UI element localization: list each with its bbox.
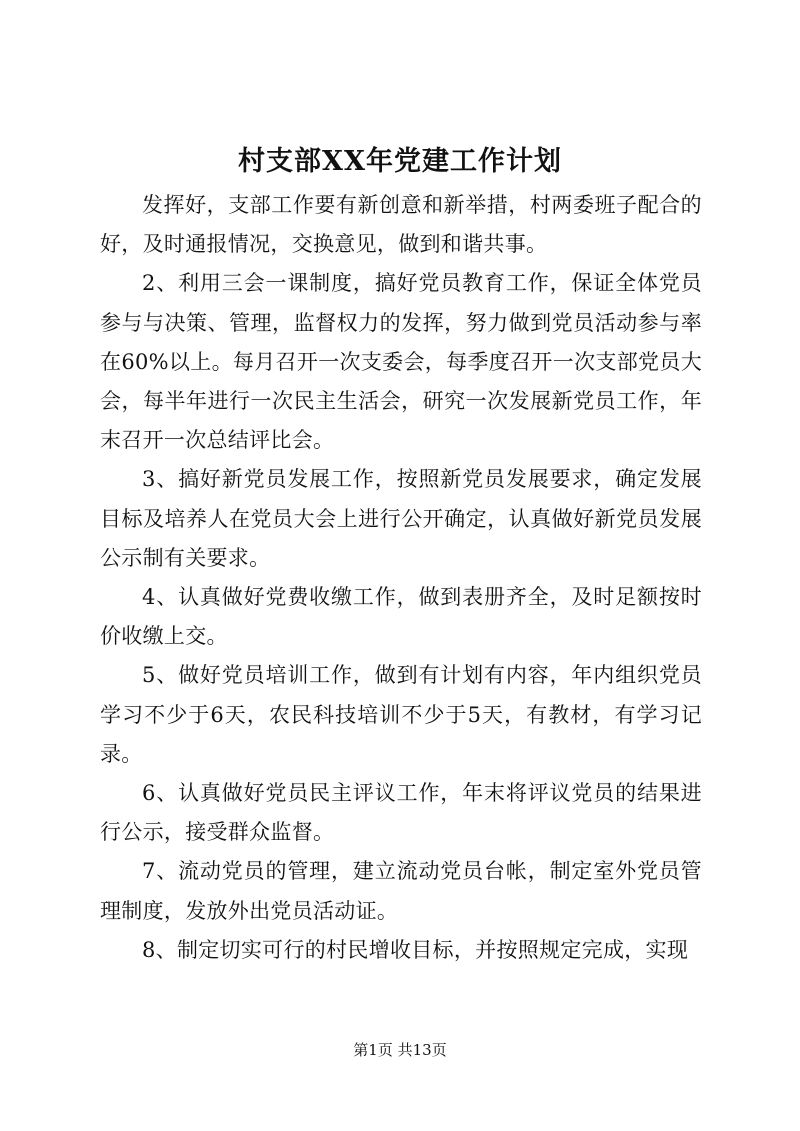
document-body bbox=[100, 186, 702, 970]
paragraph-item-3: 3、搞好新党员发展工作，按照新党员发展要求，确定发展目标及培养人在党员大会上进行公开确定，认真做好新党员发展公示制有关要求。 bbox=[100, 467, 702, 570]
paragraph-item-8: 8、制定切实可行的村民增收目标，并按照规定完成，实现 bbox=[142, 937, 689, 962]
paragraph-item-4: 4、认真做好党费收缴工作，做到表册齐全，及时足额按时价收缴上交。 bbox=[100, 585, 702, 649]
paragraph-item-7: 7、流动党员的管理，建立流动党员台帐，制定室外党员管理制度，发放外出党员活动证。 bbox=[100, 859, 702, 923]
paragraph-intro: 发挥好，支部工作要有新创意和新举措，村两委班子配合的好，及时通报情况，交换意见，做到和谐共事。 bbox=[100, 193, 702, 257]
page-number-footer: 第1页 共13页 bbox=[353, 1041, 447, 1059]
paragraph-item-5: 5、做好党员培训工作，做到有计划有内容，年内组织党员学习不少于6天，农民科技培训不少于5天，有教材，有学习记录。 bbox=[100, 663, 702, 766]
document-title: 村支部XX年党建工作计划 bbox=[238, 146, 562, 177]
paragraph-item-6: 6、认真做好党员民主评议工作，年末将评议党员的结果进行公示，接受群众监督。 bbox=[100, 781, 702, 845]
paragraph-item-2: 2、利用三会一课制度，搞好党员教育工作，保证全体党员参与与决策、管理，监督权力的发挥，努力做到党员活动参与率在60%以上。每月召开一次支委会，每季度召开一次支部党员大会，每半年进行一次民主生活会，研究一次发展新党员工作，年末召开一次总结评比会。 bbox=[100, 271, 702, 453]
